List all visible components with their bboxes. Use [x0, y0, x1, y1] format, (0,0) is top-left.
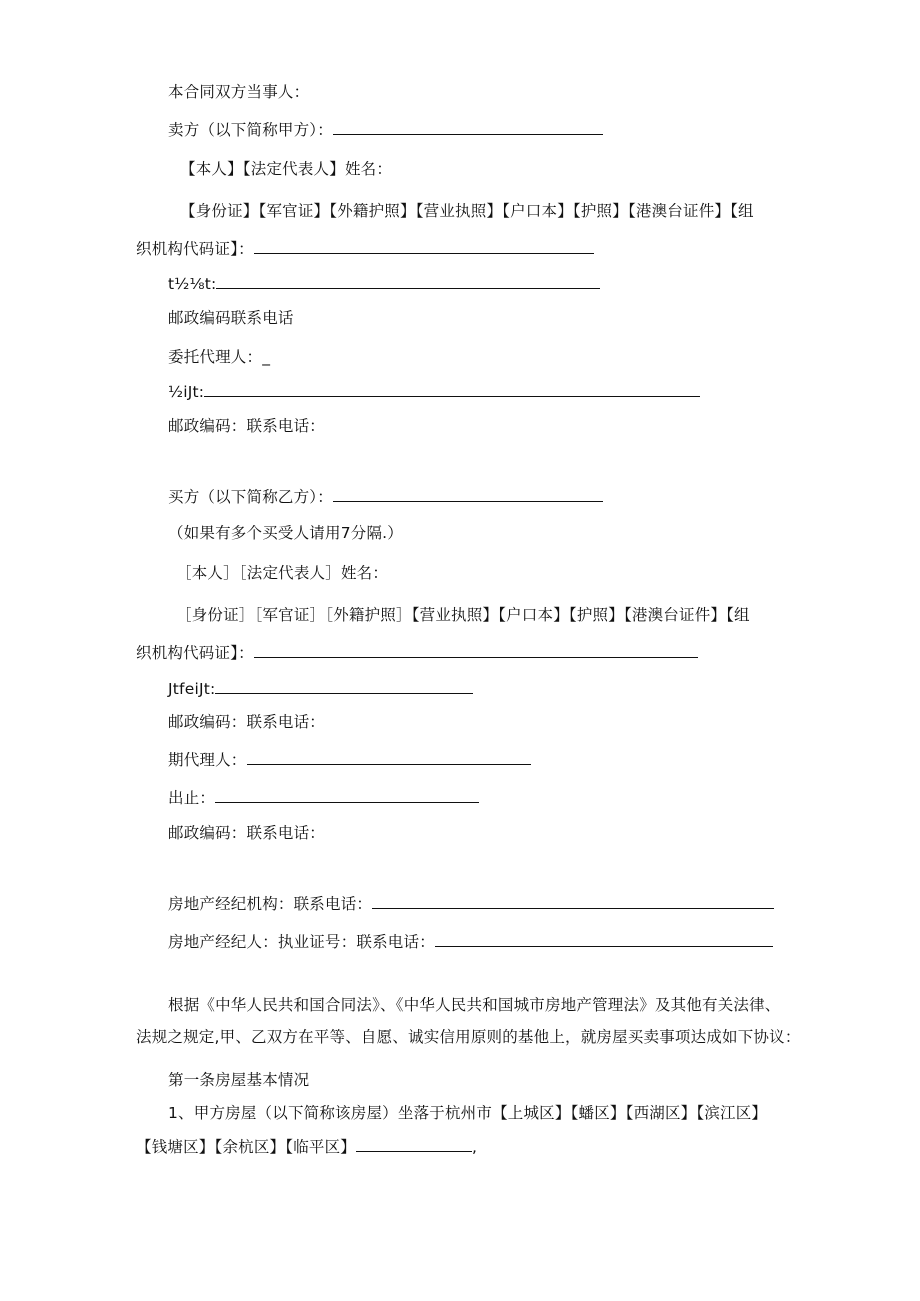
seller-label: 卖方（以下简称甲方）： [168, 121, 333, 139]
buyer-name-blank [333, 485, 603, 502]
seller-agent-postal-phone: 邮政编码：联系电话： [168, 417, 326, 435]
preamble-line1: 根据《中华人民共和国合同法》、《中华人民共和国城市房地产管理法》及其他有关法律、 [168, 996, 781, 1014]
buyer-label: 买方（以下简称乙方）： [168, 488, 333, 506]
agency-org-blank [372, 892, 774, 909]
agency-agent-row: 房地产经纪人：执业证号：联系电话： [168, 930, 773, 953]
district-blank [356, 1135, 472, 1152]
seller-address-row: t½⅛t: [168, 272, 600, 295]
agency-agent-blank [435, 930, 773, 947]
buyer-agent-row: 期代理人： [168, 748, 531, 771]
seller-id-blank [254, 237, 594, 254]
seller-postal-phone: 邮政编码联系电话 [168, 309, 294, 327]
parties-intro: 本合同双方当事人： [168, 83, 310, 101]
seller-name-blank [333, 118, 603, 135]
seller-agent-row: 委托代理人：_ [168, 348, 271, 366]
article1-item1-line2: 【钱塘区】【余杭区】【临平区】 , [136, 1135, 477, 1158]
buyer-id-blank [254, 641, 698, 658]
seller-agent-address-blank [204, 380, 700, 397]
seller-identity-line: 【本人】【法定代表人】姓名： [180, 160, 393, 178]
buyer-postal-phone: 邮政编码：联系电话： [168, 713, 326, 731]
agency-org-row: 房地产经纪机构：联系电话： [168, 892, 774, 915]
seller-id-types-line2: 织机构代码证】： [136, 237, 594, 260]
buyer-address-row: JtfeiJt: [168, 677, 473, 700]
buyer-id-types-line1: ［身份证］［军官证］［外籍护照］【营业执照】【户口本】【护照】【港澳台证件】【组 [176, 606, 750, 624]
article1-item1-line1: 1、甲方房屋（以下简称该房屋）坐落于杭州市【上城区】【蟠区】【西湖区】【滨江区】 [168, 1104, 768, 1122]
buyer-id-types-line2: 织机构代码证】： [136, 641, 698, 664]
article1-title: 第一条房屋基本情况 [168, 1071, 310, 1089]
buyer-agent-postal-phone: 邮政编码：联系电话： [168, 824, 326, 842]
seller-id-types-line1: 【身份证】【军官证】【外籍护照】【营业执照】【户口本】【护照】【港澳台证件】【组 [180, 202, 754, 220]
buyer-address-blank [215, 677, 473, 694]
buyer-row [168, 485, 603, 508]
buyer-note: （如果有多个买受人请用7分隔.） [168, 524, 403, 542]
buyer-identity-line: ［本人］［法定代表人］姓名： [176, 564, 389, 582]
preamble-line2: 法规之规定,甲、乙双方在平等、自愿、诚实信用原则的基他上，就房屋买卖事项达成如下协议： [136, 1028, 801, 1046]
buyer-agent-address-row: 出止： [168, 786, 479, 809]
buyer-agent-address-blank [215, 786, 479, 803]
seller-row [168, 118, 603, 141]
buyer-agent-blank [247, 748, 531, 765]
seller-address-blank [216, 272, 600, 289]
seller-agent-address-row: ½iJt: [168, 380, 700, 403]
